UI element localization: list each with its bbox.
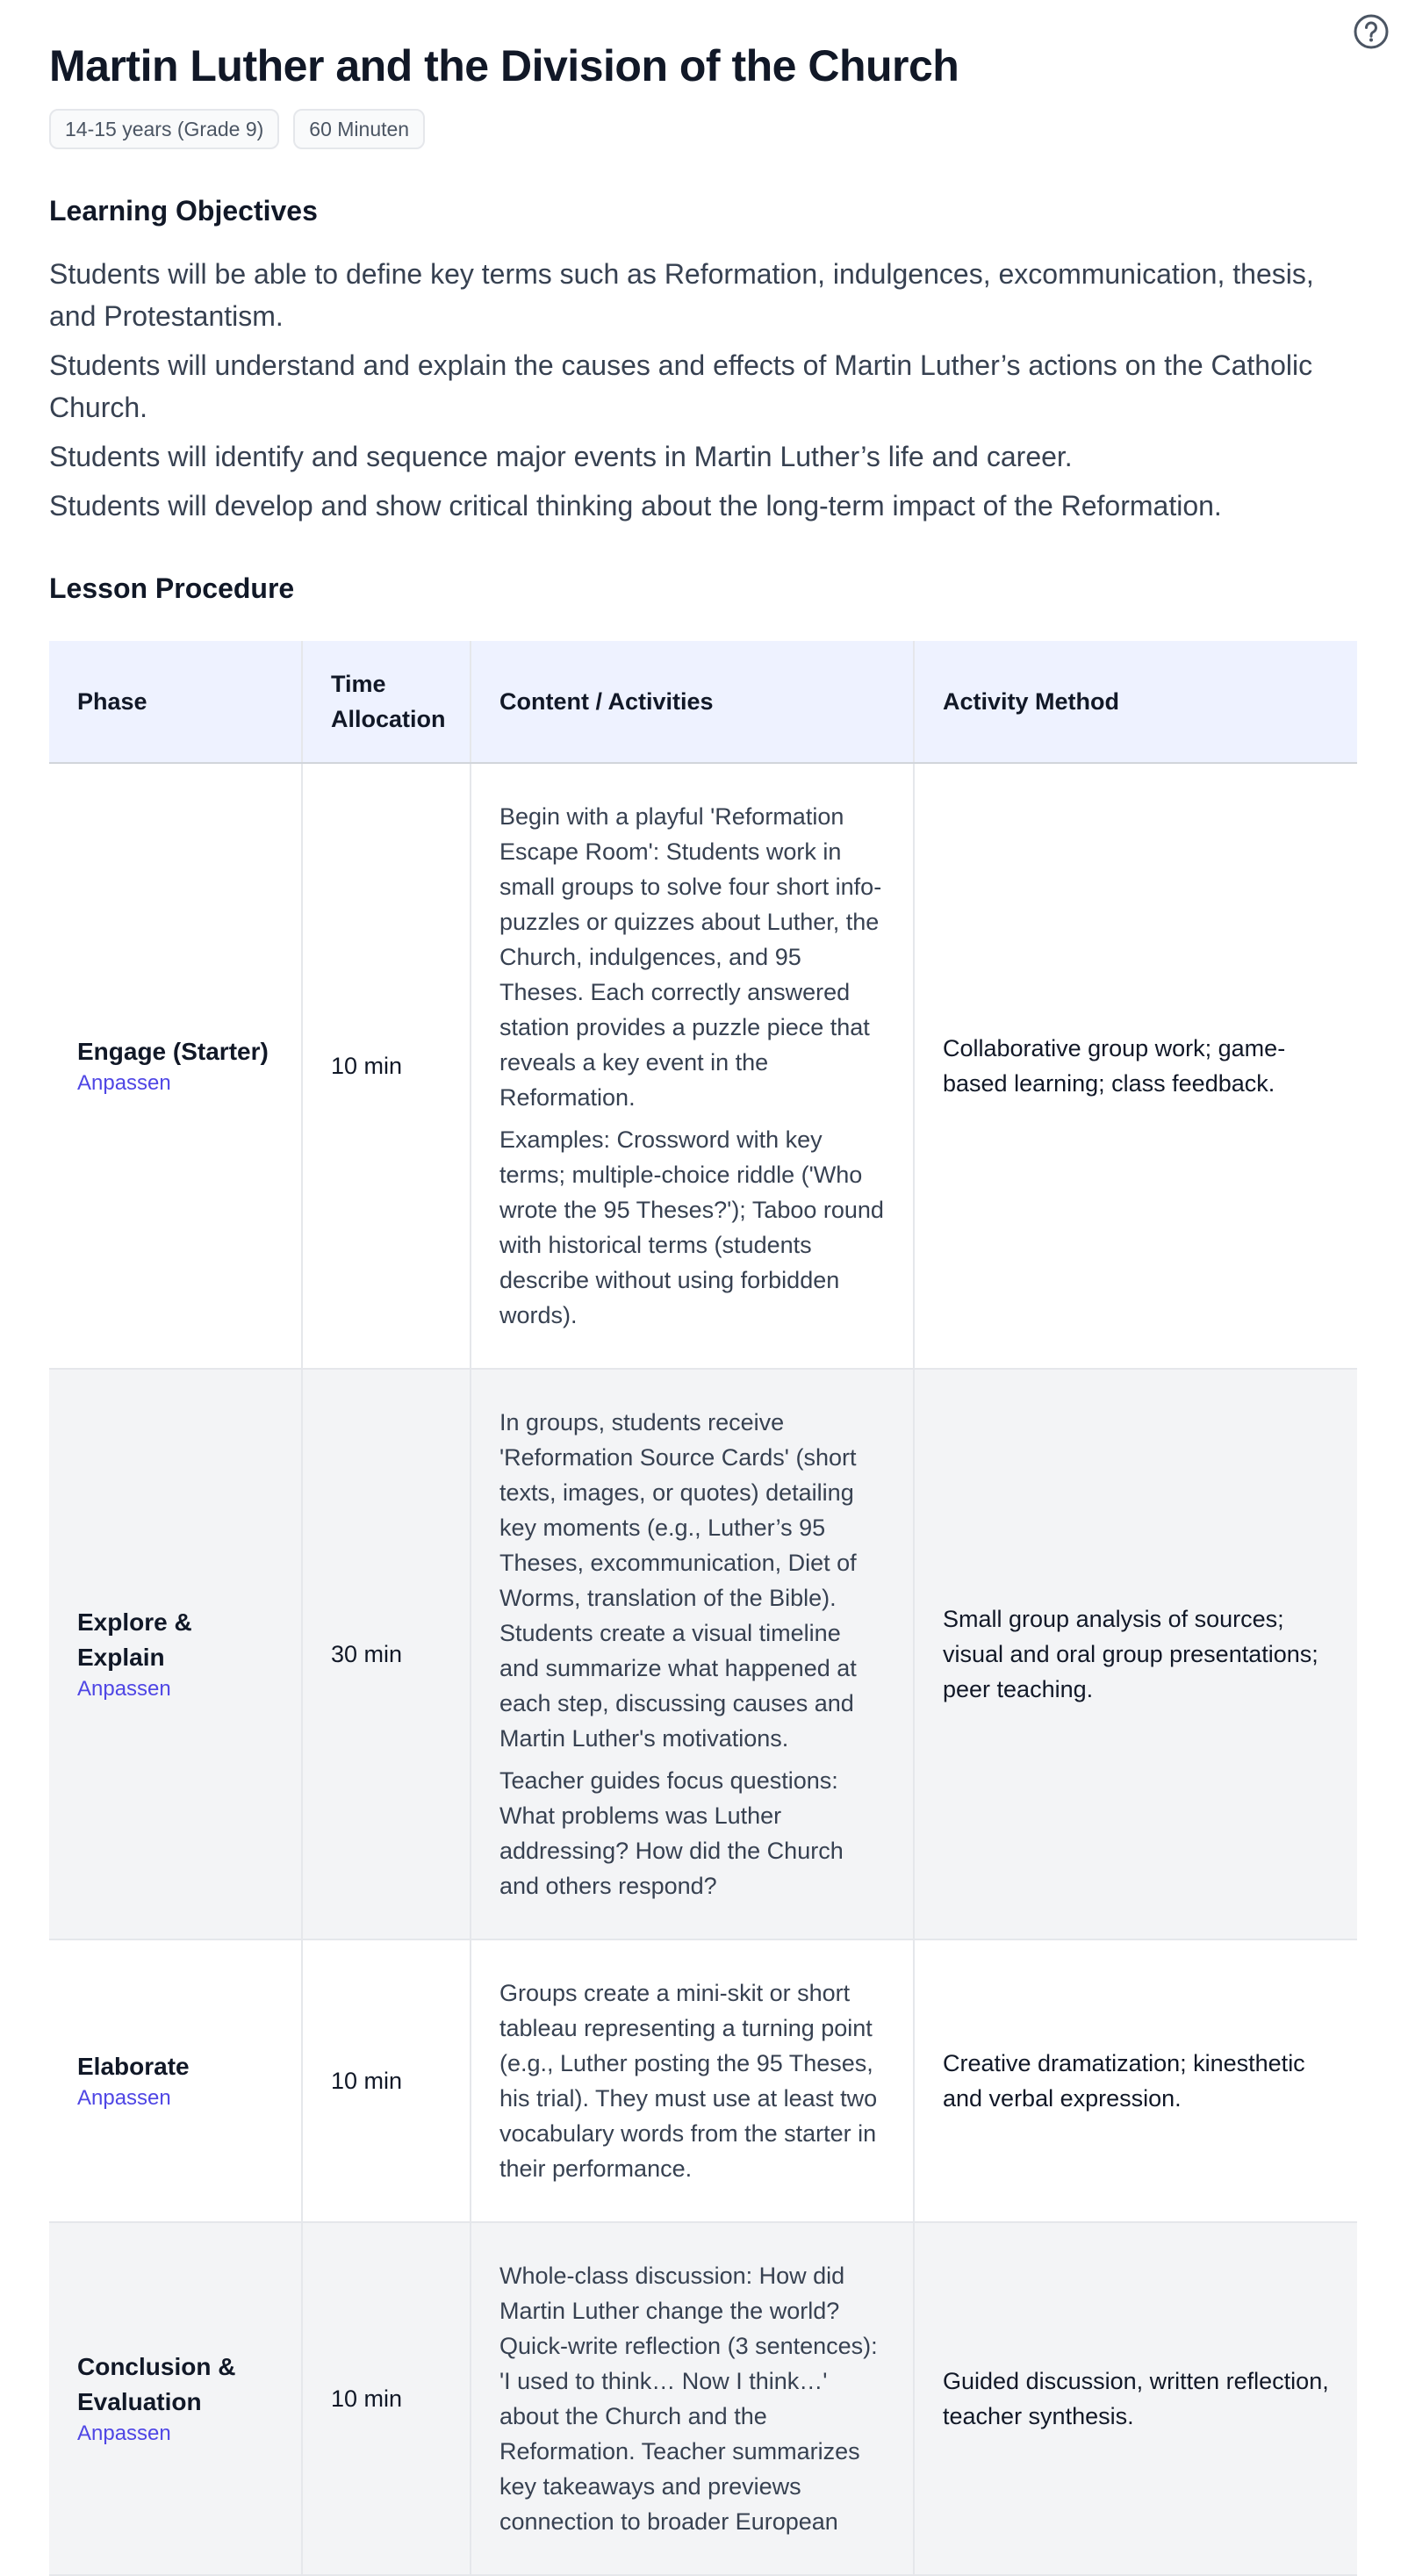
method-cell: Collaborative group work; game-based learning; class feedback.: [914, 763, 1357, 1369]
phase-name: Elaborate: [77, 2053, 190, 2080]
method-cell: Small group analysis of sources; visual and oral group presentations; peer teaching.: [914, 1369, 1357, 1939]
objectives-heading: Learning Objectives: [49, 195, 318, 227]
adjust-link[interactable]: Anpassen: [77, 1677, 171, 1701]
table-header-row: [49, 641, 1357, 763]
phase-cell: [49, 1939, 302, 2222]
objective-item: Students will understand and explain the causes and effects of Martin Luther’s actions on the Catholic Church.: [49, 349, 1313, 423]
time-cell: 10 min: [302, 763, 471, 1369]
content-cell: [471, 2222, 914, 2575]
content-cell: [471, 1939, 914, 2222]
adjust-link[interactable]: Anpassen: [77, 1071, 171, 1095]
lesson-badges: [49, 109, 425, 149]
age-badge: 14-15 years (Grade 9): [49, 109, 279, 149]
content-paragraph: Groups create a mini-skit or short tableau representing a turning point (e.g., Luther posting the 95 Theses, his trial). They must use at least two vocabulary words from the starter in their performance.: [499, 1980, 878, 2182]
content-paragraph: Whole-class discussion: How did Martin Luther change the world? Quick-write reflection (3 sentences): 'I used to think… Now I think…' about the Church and the Reformation. Teacher summarizes key takeaways and previews connection to broader European: [499, 2263, 878, 2535]
help-icon[interactable]: [1352, 12, 1390, 51]
method-cell: Guided discussion, written reflection, teacher synthesis.: [914, 2222, 1357, 2575]
phase-cell: [49, 2222, 302, 2575]
page-title: Martin Luther and the Division of the Church: [49, 41, 959, 90]
table-row: [49, 1369, 1357, 1939]
objective-item: Students will be able to define key terms such as Reformation, indulgences, excommunication, thesis, and Protestantism.: [49, 258, 1314, 332]
objective-item: Students will identify and sequence major events in Martin Luther’s life and career.: [49, 441, 1073, 472]
phase-name: Engage (Starter): [77, 1038, 269, 1065]
phase-cell: [49, 763, 302, 1369]
table-row: [49, 2222, 1357, 2575]
time-cell: 30 min: [302, 1369, 471, 1939]
table-row: [49, 1939, 1357, 2222]
column-header-method: Activity Method: [914, 641, 1357, 763]
content-cell: [471, 763, 914, 1369]
content-paragraph: In groups, students receive 'Reformation Source Cards' (short texts, images, or quotes) detailing key moments (e.g., Luther’s 95 Theses, excommunication, Diet of Worms, translation of the Bible). Students create a visual timeline and summarize what happened at each step, discussing causes and Martin Luther's motivations.: [499, 1409, 857, 1752]
time-cell: 10 min: [302, 2222, 471, 2575]
duration-badge: 60 Minuten: [293, 109, 425, 149]
column-header-content: Content / Activities: [471, 641, 914, 763]
adjust-link[interactable]: Anpassen: [77, 2086, 171, 2110]
objectives-list: [49, 253, 1357, 534]
objective-item: Students will develop and show critical thinking about the long-term impact of the Reformation.: [49, 490, 1222, 522]
procedure-heading: Lesson Procedure: [49, 572, 295, 604]
time-cell: 10 min: [302, 1939, 471, 2222]
phase-name: Conclusion & Evaluation: [77, 2353, 236, 2415]
content-paragraph: Begin with a playful 'Reformation Escape Room': Students work in small groups to solve four short info-puzzles or quizzes about Luther, the Church, indulgences, and 95 Theses. Each correctly answered station provides a puzzle piece that reveals a key event in the Reformation.: [499, 803, 882, 1111]
content-cell: [471, 1369, 914, 1939]
column-header-time: Time Allocation: [302, 641, 471, 763]
adjust-link[interactable]: Anpassen: [77, 2421, 171, 2445]
phase-cell: [49, 1369, 302, 1939]
method-cell: Creative dramatization; kinesthetic and verbal expression.: [914, 1939, 1357, 2222]
column-header-phase: Phase: [49, 641, 302, 763]
phase-name: Explore & Explain: [77, 1608, 192, 1671]
procedure-table: [49, 641, 1357, 2576]
content-paragraph: Teacher guides focus questions: What problems was Luther addressing? How did the Church and others respond?: [499, 1767, 844, 1899]
content-paragraph: Examples: Crossword with key terms; multiple-choice riddle ('Who wrote the 95 Theses?'); Taboo round with historical terms (students describe without using forbidden words).: [499, 1126, 884, 1328]
table-row: [49, 763, 1357, 1369]
